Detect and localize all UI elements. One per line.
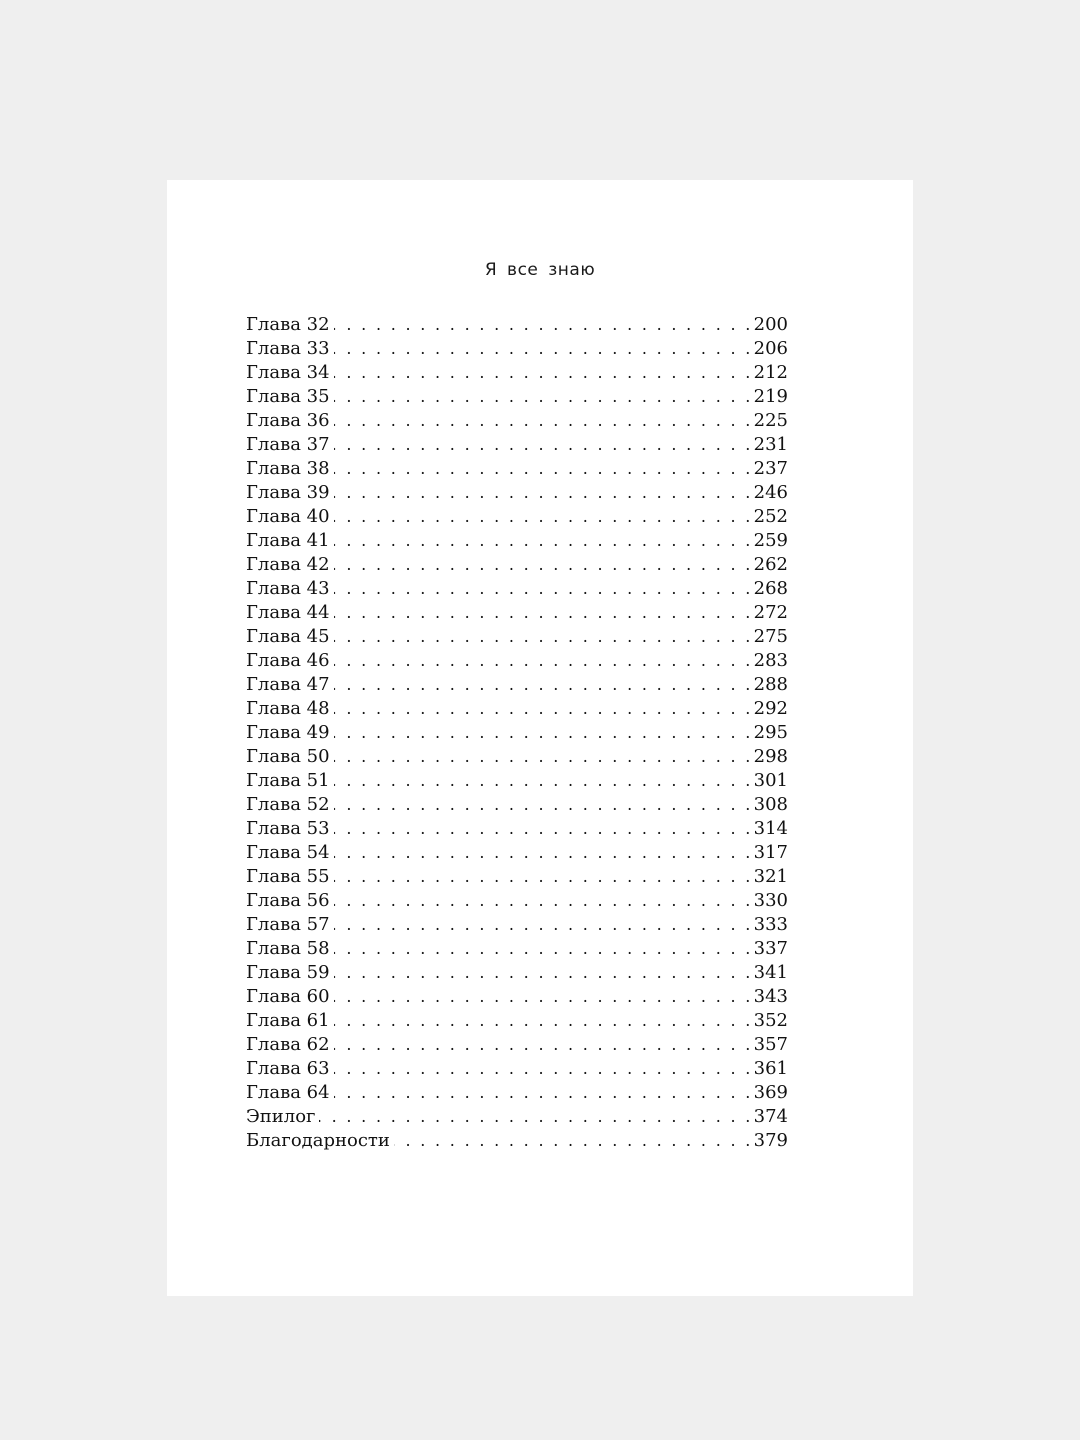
toc-entry-page-number: 341	[753, 962, 788, 983]
toc-entry-title: Глава 34	[246, 362, 330, 383]
toc-entry-title: Глава 44	[246, 602, 330, 623]
toc-entry	[246, 1129, 788, 1153]
toc-entry-title: Глава 41	[246, 530, 330, 551]
toc-entry-page-number: 337	[753, 938, 788, 959]
toc-entry-title: Глава 63	[246, 1058, 330, 1079]
dot-leader	[334, 721, 753, 745]
toc-entry-page-number: 357	[753, 1034, 788, 1055]
dot-leader	[334, 913, 753, 937]
toc-entry	[246, 961, 788, 985]
dot-leader	[334, 817, 753, 841]
toc-entry	[246, 1009, 788, 1033]
dot-leader	[334, 841, 753, 865]
toc-entry-page-number: 317	[753, 842, 788, 863]
toc-entry-page-number: 275	[753, 626, 788, 647]
toc-entry-title: Глава 64	[246, 1082, 330, 1103]
dot-leader	[334, 409, 753, 433]
running-head: Я все знаю	[484, 260, 596, 280]
dot-leader	[334, 1009, 753, 1033]
toc-entry	[246, 697, 788, 721]
dot-leader	[334, 577, 753, 601]
toc-entry	[246, 745, 788, 769]
dot-leader	[319, 1105, 752, 1129]
toc-entry-title: Глава 36	[246, 410, 330, 431]
toc-entry-page-number: 259	[753, 530, 788, 551]
toc-entry	[246, 361, 788, 385]
toc-entry-title: Глава 38	[246, 458, 330, 479]
toc-entry-page-number: 321	[753, 866, 788, 887]
dot-leader	[334, 961, 753, 985]
toc-entry-page-number: 200	[753, 314, 788, 335]
toc-entry	[246, 889, 788, 913]
dot-leader	[334, 1081, 753, 1105]
toc-entry-title: Глава 32	[246, 314, 330, 335]
toc-entry-page-number: 212	[753, 362, 788, 383]
toc-entry-title: Глава 39	[246, 482, 330, 503]
toc-entry-page-number: 301	[753, 770, 788, 791]
toc-entry-title: Глава 47	[246, 674, 330, 695]
toc-entry-page-number: 268	[753, 578, 788, 599]
toc-entry-page-number: 308	[753, 794, 788, 815]
toc-entry-page-number: 369	[753, 1082, 788, 1103]
toc-entry	[246, 529, 788, 553]
toc-entry	[246, 1081, 788, 1105]
toc-entry-title: Глава 48	[246, 698, 330, 719]
toc-entry	[246, 409, 788, 433]
dot-leader	[334, 313, 753, 337]
dot-leader	[334, 601, 753, 625]
toc-entry-title: Глава 50	[246, 746, 330, 767]
toc-entry-page-number: 237	[753, 458, 788, 479]
toc-entry-title: Глава 40	[246, 506, 330, 527]
toc-entry-title: Глава 42	[246, 554, 330, 575]
toc-entry	[246, 457, 788, 481]
toc-entry-title: Глава 59	[246, 962, 330, 983]
toc-entry-page-number: 298	[753, 746, 788, 767]
toc-entry-title: Глава 43	[246, 578, 330, 599]
toc-entry	[246, 673, 788, 697]
toc-entry-page-number: 352	[753, 1010, 788, 1031]
toc-entry	[246, 553, 788, 577]
toc-entry	[246, 337, 788, 361]
toc-entry	[246, 865, 788, 889]
toc-entry	[246, 433, 788, 457]
toc-entry-page-number: 333	[753, 914, 788, 935]
toc-entry	[246, 313, 788, 337]
table-of-contents	[246, 313, 788, 1153]
dot-leader	[334, 1033, 753, 1057]
toc-entry	[246, 1057, 788, 1081]
toc-entry-page-number: 379	[753, 1130, 788, 1151]
dot-leader	[334, 673, 753, 697]
toc-entry-title: Глава 45	[246, 626, 330, 647]
toc-entry-title: Глава 58	[246, 938, 330, 959]
toc-entry-page-number: 330	[753, 890, 788, 911]
toc-entry-title: Глава 56	[246, 890, 330, 911]
dot-leader	[334, 697, 753, 721]
toc-entry-title: Глава 51	[246, 770, 330, 791]
toc-entry-page-number: 252	[753, 506, 788, 527]
toc-entry-page-number: 314	[753, 818, 788, 839]
toc-entry-page-number: 343	[753, 986, 788, 1007]
dot-leader	[334, 1057, 753, 1081]
toc-entry-title: Глава 53	[246, 818, 330, 839]
dot-leader	[334, 505, 753, 529]
toc-entry-title: Глава 55	[246, 866, 330, 887]
toc-entry-page-number: 295	[753, 722, 788, 743]
toc-entry-title: Благодарности	[246, 1130, 390, 1151]
toc-entry-title: Глава 33	[246, 338, 330, 359]
book-page	[167, 180, 913, 1296]
toc-entry	[246, 577, 788, 601]
toc-entry	[246, 769, 788, 793]
dot-leader	[334, 529, 753, 553]
toc-entry-page-number: 374	[753, 1106, 788, 1127]
toc-entry	[246, 985, 788, 1009]
toc-entry-title: Глава 52	[246, 794, 330, 815]
toc-entry-title: Глава 54	[246, 842, 330, 863]
dot-leader	[334, 481, 753, 505]
toc-entry-title: Глава 57	[246, 914, 330, 935]
toc-entry	[246, 481, 788, 505]
toc-entry-page-number: 231	[753, 434, 788, 455]
toc-entry-page-number: 283	[753, 650, 788, 671]
toc-entry	[246, 841, 788, 865]
dot-leader	[334, 553, 753, 577]
toc-entry-page-number: 272	[753, 602, 788, 623]
toc-entry-page-number: 262	[753, 554, 788, 575]
toc-entry-page-number: 219	[753, 386, 788, 407]
dot-leader	[334, 361, 753, 385]
dot-leader	[334, 745, 753, 769]
toc-entry-page-number: 225	[753, 410, 788, 431]
toc-entry-page-number: 288	[753, 674, 788, 695]
dot-leader	[334, 985, 753, 1009]
toc-entry-page-number: 206	[753, 338, 788, 359]
dot-leader	[334, 793, 753, 817]
toc-entry	[246, 385, 788, 409]
toc-entry	[246, 937, 788, 961]
toc-entry-title: Глава 46	[246, 650, 330, 671]
toc-entry	[246, 1105, 788, 1129]
toc-entry	[246, 793, 788, 817]
toc-entry-title: Эпилог	[246, 1106, 316, 1127]
dot-leader	[334, 937, 753, 961]
toc-entry-title: Глава 37	[246, 434, 330, 455]
toc-entry	[246, 721, 788, 745]
toc-entry-page-number: 246	[753, 482, 788, 503]
dot-leader	[394, 1129, 753, 1153]
toc-entry	[246, 601, 788, 625]
toc-entry-title: Глава 49	[246, 722, 330, 743]
dot-leader	[334, 865, 753, 889]
dot-leader	[334, 457, 753, 481]
toc-entry	[246, 1033, 788, 1057]
dot-leader	[334, 337, 753, 361]
toc-entry-title: Глава 61	[246, 1010, 330, 1031]
toc-entry-title: Глава 60	[246, 986, 330, 1007]
dot-leader	[334, 889, 753, 913]
toc-entry	[246, 625, 788, 649]
toc-entry	[246, 505, 788, 529]
dot-leader	[334, 649, 753, 673]
toc-entry-page-number: 292	[753, 698, 788, 719]
toc-entry-page-number: 361	[753, 1058, 788, 1079]
toc-entry-title: Глава 35	[246, 386, 330, 407]
toc-entry	[246, 817, 788, 841]
dot-leader	[334, 385, 753, 409]
dot-leader	[334, 769, 753, 793]
dot-leader	[334, 433, 753, 457]
dot-leader	[334, 625, 753, 649]
toc-entry	[246, 913, 788, 937]
toc-entry	[246, 649, 788, 673]
toc-entry-title: Глава 62	[246, 1034, 330, 1055]
